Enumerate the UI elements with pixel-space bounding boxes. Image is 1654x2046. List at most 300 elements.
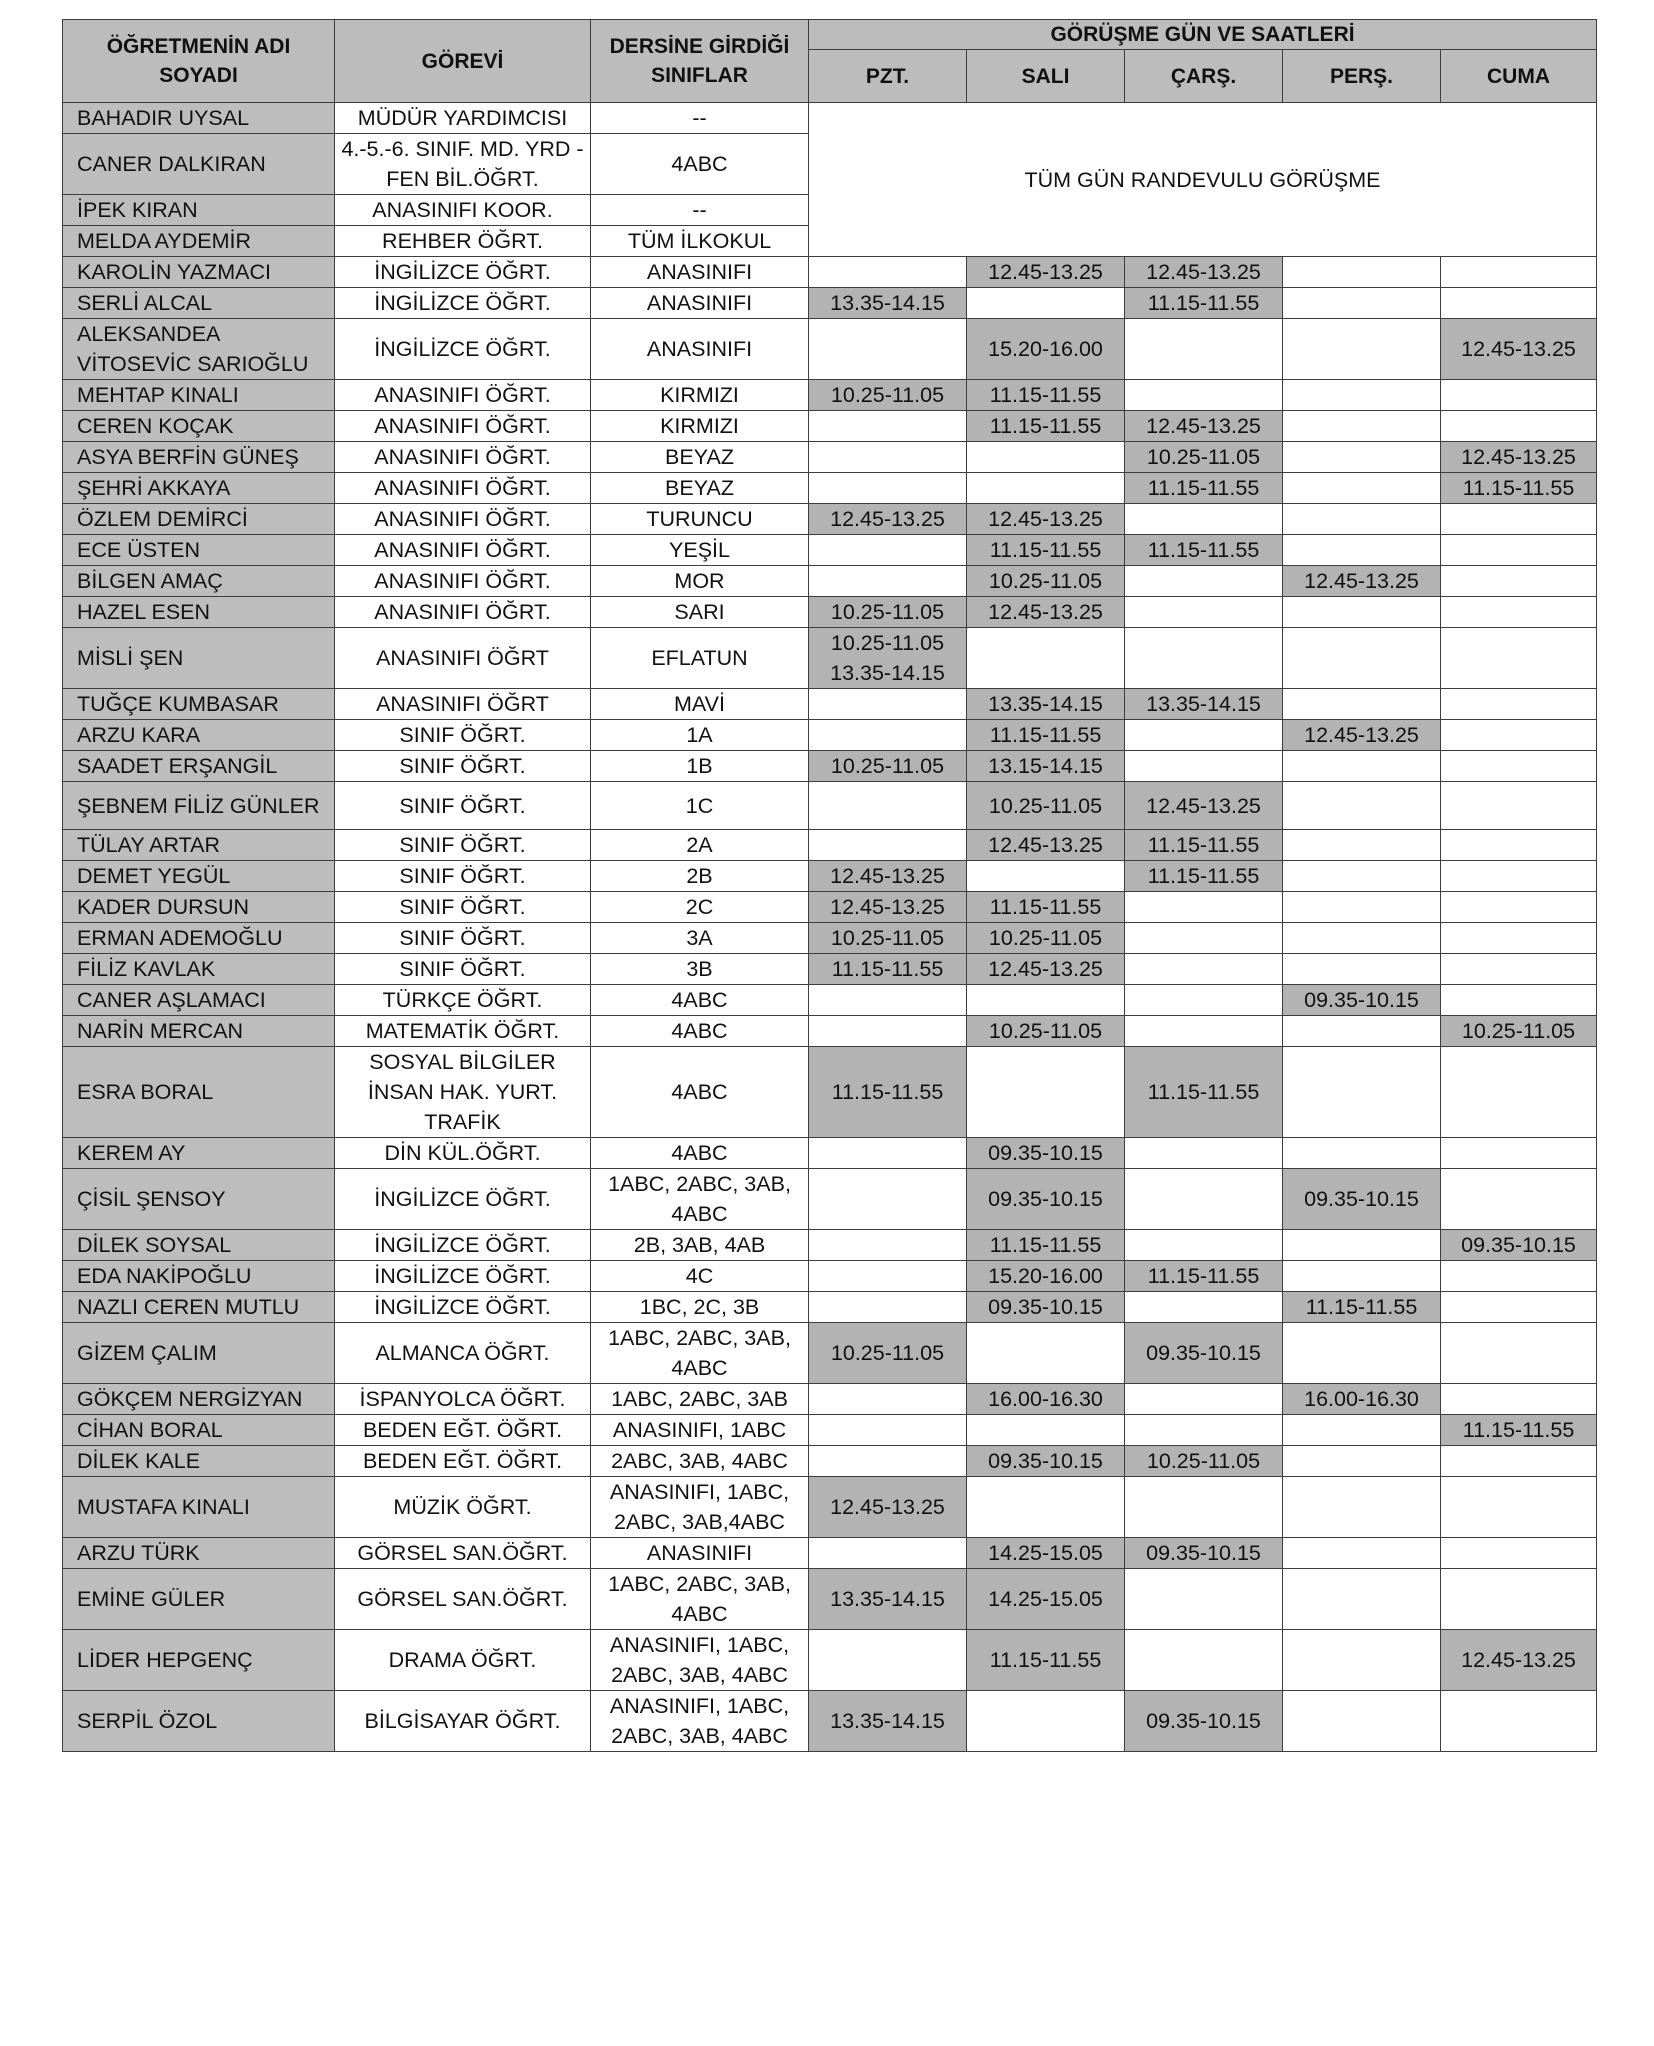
meeting-slot-wed: 09.35-10.15 bbox=[1125, 1538, 1283, 1569]
teacher-name-cell: DİLEK KALE bbox=[63, 1446, 335, 1477]
meeting-slot-thu bbox=[1283, 954, 1441, 985]
teacher-name-cell: ARZU KARA bbox=[63, 720, 335, 751]
classes-cell: ANASINIFI, 1ABC, 2ABC, 3AB, 4ABC bbox=[591, 1691, 809, 1752]
table-row bbox=[63, 1415, 1597, 1446]
meeting-slot-fri: 09.35-10.15 bbox=[1441, 1230, 1597, 1261]
role-cell: BEDEN EĞT. ÖĞRT. bbox=[335, 1446, 591, 1477]
meeting-slot-wed bbox=[1125, 1292, 1283, 1323]
meeting-slot-fri bbox=[1441, 566, 1597, 597]
meeting-slot-fri bbox=[1441, 782, 1597, 830]
header-classes: DERSİNE GİRDİĞİ SINIFLAR bbox=[591, 20, 809, 103]
meeting-slot-fri bbox=[1441, 985, 1597, 1016]
role-cell: ANASINIFI ÖĞRT. bbox=[335, 411, 591, 442]
classes-cell: TÜM İLKOKUL bbox=[591, 226, 809, 257]
teacher-name-cell: ESRA BORAL bbox=[63, 1047, 335, 1138]
meeting-slot-tue: 12.45-13.25 bbox=[967, 504, 1125, 535]
teacher-name-cell: CEREN KOÇAK bbox=[63, 411, 335, 442]
meeting-slot-tue bbox=[967, 1415, 1125, 1446]
meeting-slot-fri bbox=[1441, 288, 1597, 319]
teacher-name-cell: MELDA AYDEMİR bbox=[63, 226, 335, 257]
classes-cell: KIRMIZI bbox=[591, 380, 809, 411]
meeting-slot-fri bbox=[1441, 1691, 1597, 1752]
meeting-slot-wed bbox=[1125, 1415, 1283, 1446]
teacher-name-cell: HAZEL ESEN bbox=[63, 597, 335, 628]
meeting-slot-thu bbox=[1283, 319, 1441, 380]
table-row bbox=[63, 380, 1597, 411]
teacher-name-cell: EDA NAKİPOĞLU bbox=[63, 1261, 335, 1292]
meeting-slot-tue: 12.45-13.25 bbox=[967, 257, 1125, 288]
meeting-slot-tue bbox=[967, 1691, 1125, 1752]
role-cell: SINIF ÖĞRT. bbox=[335, 923, 591, 954]
meeting-slot-thu bbox=[1283, 257, 1441, 288]
meeting-slot-fri bbox=[1441, 1292, 1597, 1323]
role-cell: İNGİLİZCE ÖĞRT. bbox=[335, 319, 591, 380]
teacher-name-cell: ERMAN ADEMOĞLU bbox=[63, 923, 335, 954]
table-row bbox=[63, 923, 1597, 954]
meeting-slot-thu bbox=[1283, 830, 1441, 861]
role-cell: SINIF ÖĞRT. bbox=[335, 892, 591, 923]
role-cell: MÜDÜR YARDIMCISI bbox=[335, 103, 591, 134]
teacher-name-cell: ÇİSİL ŞENSOY bbox=[63, 1169, 335, 1230]
meeting-slot-tue: 11.15-11.55 bbox=[967, 535, 1125, 566]
meeting-slot-tue: 12.45-13.25 bbox=[967, 597, 1125, 628]
meeting-slot-wed bbox=[1125, 1630, 1283, 1691]
table-row bbox=[63, 1261, 1597, 1292]
meeting-slot-mon bbox=[809, 720, 967, 751]
meeting-slot-mon: 10.25-11.05 bbox=[809, 923, 967, 954]
meeting-slot-wed: 10.25-11.05 bbox=[1125, 1446, 1283, 1477]
classes-cell: ANASINIFI bbox=[591, 288, 809, 319]
table-row bbox=[63, 689, 1597, 720]
meeting-slot-thu bbox=[1283, 892, 1441, 923]
meeting-slot-tue: 10.25-11.05 bbox=[967, 923, 1125, 954]
role-cell: ANASINIFI ÖĞRT bbox=[335, 689, 591, 720]
classes-cell: EFLATUN bbox=[591, 628, 809, 689]
role-cell: DRAMA ÖĞRT. bbox=[335, 1630, 591, 1691]
header-day-wed: ÇARŞ. bbox=[1125, 50, 1283, 103]
meeting-slot-thu bbox=[1283, 923, 1441, 954]
meeting-slot-thu bbox=[1283, 597, 1441, 628]
meeting-slot-mon bbox=[809, 1446, 967, 1477]
meeting-slot-wed bbox=[1125, 628, 1283, 689]
meeting-slot-wed: 11.15-11.55 bbox=[1125, 1047, 1283, 1138]
classes-cell: 1ABC, 2ABC, 3AB, 4ABC bbox=[591, 1169, 809, 1230]
role-cell: SOSYAL BİLGİLER İNSAN HAK. YURT. TRAFİK bbox=[335, 1047, 591, 1138]
teacher-name-cell: GÖKÇEM NERGİZYAN bbox=[63, 1384, 335, 1415]
role-cell: İSPANYOLCA ÖĞRT. bbox=[335, 1384, 591, 1415]
table-row bbox=[63, 103, 1597, 134]
classes-cell: 4ABC bbox=[591, 134, 809, 195]
role-cell: ANASINIFI ÖĞRT. bbox=[335, 504, 591, 535]
role-cell: 4.-5.-6. SINIF. MD. YRD -FEN BİL.ÖĞRT. bbox=[335, 134, 591, 195]
meeting-slot-tue bbox=[967, 1323, 1125, 1384]
header-day-tue: SALI bbox=[967, 50, 1125, 103]
meeting-slot-tue: 12.45-13.25 bbox=[967, 954, 1125, 985]
meeting-slot-thu: 11.15-11.55 bbox=[1283, 1292, 1441, 1323]
classes-cell: 1B bbox=[591, 751, 809, 782]
teacher-name-cell: KEREM AY bbox=[63, 1138, 335, 1169]
meeting-slot-tue: 10.25-11.05 bbox=[967, 566, 1125, 597]
teacher-name-cell: MUSTAFA KINALI bbox=[63, 1477, 335, 1538]
teacher-name-cell: İPEK KIRAN bbox=[63, 195, 335, 226]
meeting-slot-mon: 10.25-11.05 13.35-14.15 bbox=[809, 628, 967, 689]
meeting-slot-thu bbox=[1283, 380, 1441, 411]
table-row bbox=[63, 566, 1597, 597]
meeting-slot-tue: 13.35-14.15 bbox=[967, 689, 1125, 720]
meeting-slot-wed bbox=[1125, 751, 1283, 782]
meeting-slot-mon bbox=[809, 442, 967, 473]
meeting-slot-tue: 14.25-15.05 bbox=[967, 1538, 1125, 1569]
meeting-slot-fri bbox=[1441, 535, 1597, 566]
meeting-slot-thu bbox=[1283, 1538, 1441, 1569]
meeting-slot-wed bbox=[1125, 566, 1283, 597]
meeting-slot-mon: 13.35-14.15 bbox=[809, 288, 967, 319]
meeting-slot-tue bbox=[967, 1477, 1125, 1538]
teacher-name-cell: ŞEHRİ AKKAYA bbox=[63, 473, 335, 504]
meeting-slot-mon bbox=[809, 1292, 967, 1323]
teacher-name-cell: TUĞÇE KUMBASAR bbox=[63, 689, 335, 720]
table-row bbox=[63, 411, 1597, 442]
meeting-slot-fri bbox=[1441, 597, 1597, 628]
teacher-name-cell: EMİNE GÜLER bbox=[63, 1569, 335, 1630]
meeting-slot-fri bbox=[1441, 1138, 1597, 1169]
meeting-slot-tue: 11.15-11.55 bbox=[967, 720, 1125, 751]
meeting-slot-wed: 11.15-11.55 bbox=[1125, 830, 1283, 861]
classes-cell: 2ABC, 3AB, 4ABC bbox=[591, 1446, 809, 1477]
classes-cell: 2C bbox=[591, 892, 809, 923]
teacher-name-cell: SAADET ERŞANGİL bbox=[63, 751, 335, 782]
meeting-slot-wed bbox=[1125, 597, 1283, 628]
meeting-slot-wed: 12.45-13.25 bbox=[1125, 257, 1283, 288]
meeting-slot-wed: 11.15-11.55 bbox=[1125, 535, 1283, 566]
meeting-slot-tue: 09.35-10.15 bbox=[967, 1138, 1125, 1169]
meeting-slot-wed bbox=[1125, 923, 1283, 954]
classes-cell: 4ABC bbox=[591, 985, 809, 1016]
classes-cell: ANASINIFI bbox=[591, 1538, 809, 1569]
role-cell: ANASINIFI ÖĞRT. bbox=[335, 473, 591, 504]
meeting-slot-thu: 12.45-13.25 bbox=[1283, 720, 1441, 751]
meeting-slot-fri: 12.45-13.25 bbox=[1441, 1630, 1597, 1691]
meeting-slot-mon bbox=[809, 257, 967, 288]
table-row bbox=[63, 257, 1597, 288]
teacher-name-cell: ASYA BERFİN GÜNEŞ bbox=[63, 442, 335, 473]
classes-cell: ANASINIFI, 1ABC bbox=[591, 1415, 809, 1446]
meeting-slot-wed bbox=[1125, 1230, 1283, 1261]
role-cell: SINIF ÖĞRT. bbox=[335, 861, 591, 892]
classes-cell: ANASINIFI bbox=[591, 319, 809, 380]
meeting-slot-tue: 13.15-14.15 bbox=[967, 751, 1125, 782]
meeting-slot-wed: 10.25-11.05 bbox=[1125, 442, 1283, 473]
table-row bbox=[63, 1538, 1597, 1569]
classes-cell: ANASINIFI, 1ABC, 2ABC, 3AB,4ABC bbox=[591, 1477, 809, 1538]
meeting-slot-wed: 11.15-11.55 bbox=[1125, 861, 1283, 892]
role-cell: ANASINIFI ÖĞRT. bbox=[335, 442, 591, 473]
meeting-slot-fri: 12.45-13.25 bbox=[1441, 319, 1597, 380]
meeting-slot-mon bbox=[809, 1415, 967, 1446]
meeting-slot-fri bbox=[1441, 257, 1597, 288]
meeting-slot-mon: 10.25-11.05 bbox=[809, 1323, 967, 1384]
role-cell: ANASINIFI ÖĞRT. bbox=[335, 597, 591, 628]
teacher-name-cell: SERLİ ALCAL bbox=[63, 288, 335, 319]
meeting-slot-fri bbox=[1441, 689, 1597, 720]
meeting-slot-thu: 09.35-10.15 bbox=[1283, 985, 1441, 1016]
meeting-slot-mon: 12.45-13.25 bbox=[809, 861, 967, 892]
teacher-name-cell: CANER DALKIRAN bbox=[63, 134, 335, 195]
meeting-slot-thu bbox=[1283, 1691, 1441, 1752]
meeting-slot-fri bbox=[1441, 1169, 1597, 1230]
meeting-slot-thu: 09.35-10.15 bbox=[1283, 1169, 1441, 1230]
meeting-slot-mon: 13.35-14.15 bbox=[809, 1691, 967, 1752]
meeting-slot-tue: 11.15-11.55 bbox=[967, 1630, 1125, 1691]
meeting-slot-wed bbox=[1125, 1569, 1283, 1630]
table-row bbox=[63, 1323, 1597, 1384]
table-body bbox=[63, 103, 1597, 1752]
meeting-slot-thu bbox=[1283, 288, 1441, 319]
table-row bbox=[63, 319, 1597, 380]
meeting-slot-thu bbox=[1283, 535, 1441, 566]
meeting-slot-wed: 13.35-14.15 bbox=[1125, 689, 1283, 720]
role-cell: ANASINIFI KOOR. bbox=[335, 195, 591, 226]
teacher-name-cell: ALEKSANDEA VİTOSEVİC SARIOĞLU bbox=[63, 319, 335, 380]
classes-cell: 4C bbox=[591, 1261, 809, 1292]
classes-cell: 1BC, 2C, 3B bbox=[591, 1292, 809, 1323]
meeting-slot-wed: 11.15-11.55 bbox=[1125, 288, 1283, 319]
meeting-slot-fri bbox=[1441, 380, 1597, 411]
meeting-slot-tue: 16.00-16.30 bbox=[967, 1384, 1125, 1415]
meeting-slot-wed: 11.15-11.55 bbox=[1125, 473, 1283, 504]
meeting-slot-wed: 11.15-11.55 bbox=[1125, 1261, 1283, 1292]
meeting-slot-thu bbox=[1283, 1323, 1441, 1384]
table-row bbox=[63, 1630, 1597, 1691]
classes-cell: YEŞİL bbox=[591, 535, 809, 566]
teacher-name-cell: MEHTAP KINALI bbox=[63, 380, 335, 411]
classes-cell: TURUNCU bbox=[591, 504, 809, 535]
table-row bbox=[63, 442, 1597, 473]
teacher-name-cell: TÜLAY ARTAR bbox=[63, 830, 335, 861]
table-row bbox=[63, 288, 1597, 319]
role-cell: GÖRSEL SAN.ÖĞRT. bbox=[335, 1538, 591, 1569]
header-day-thu: PERŞ. bbox=[1283, 50, 1441, 103]
meeting-slot-thu bbox=[1283, 1016, 1441, 1047]
role-cell: MATEMATİK ÖĞRT. bbox=[335, 1016, 591, 1047]
meeting-slot-thu: 16.00-16.30 bbox=[1283, 1384, 1441, 1415]
meeting-slot-mon bbox=[809, 411, 967, 442]
meeting-slot-thu bbox=[1283, 1630, 1441, 1691]
classes-cell: 1C bbox=[591, 782, 809, 830]
meeting-slot-wed bbox=[1125, 1016, 1283, 1047]
table-row bbox=[63, 597, 1597, 628]
meeting-slot-mon: 11.15-11.55 bbox=[809, 954, 967, 985]
classes-cell: 4ABC bbox=[591, 1047, 809, 1138]
classes-cell: 3A bbox=[591, 923, 809, 954]
meeting-slot-mon: 10.25-11.05 bbox=[809, 751, 967, 782]
classes-cell: -- bbox=[591, 195, 809, 226]
meeting-slot-wed bbox=[1125, 985, 1283, 1016]
meeting-slot-fri bbox=[1441, 892, 1597, 923]
table-row bbox=[63, 954, 1597, 985]
role-cell: ANASINIFI ÖĞRT. bbox=[335, 566, 591, 597]
meeting-slot-wed bbox=[1125, 1138, 1283, 1169]
table-row bbox=[63, 1384, 1597, 1415]
meeting-slot-thu bbox=[1283, 782, 1441, 830]
meeting-slot-wed bbox=[1125, 1477, 1283, 1538]
teacher-name-cell: ŞEBNEM FİLİZ GÜNLER bbox=[63, 782, 335, 830]
teacher-name-cell: ARZU TÜRK bbox=[63, 1538, 335, 1569]
meeting-slot-thu bbox=[1283, 1047, 1441, 1138]
role-cell: TÜRKÇE ÖĞRT. bbox=[335, 985, 591, 1016]
meeting-slot-wed: 12.45-13.25 bbox=[1125, 411, 1283, 442]
role-cell: SINIF ÖĞRT. bbox=[335, 782, 591, 830]
meeting-slot-fri bbox=[1441, 1538, 1597, 1569]
meeting-slot-fri bbox=[1441, 628, 1597, 689]
meeting-slot-fri bbox=[1441, 504, 1597, 535]
meeting-slot-fri: 11.15-11.55 bbox=[1441, 473, 1597, 504]
meeting-slot-tue bbox=[967, 288, 1125, 319]
role-cell: ALMANCA ÖĞRT. bbox=[335, 1323, 591, 1384]
header-teacher-name: ÖĞRETMENİN ADI SOYADI bbox=[63, 20, 335, 103]
meeting-slot-mon bbox=[809, 1138, 967, 1169]
classes-cell: 2B bbox=[591, 861, 809, 892]
meeting-slot-mon bbox=[809, 1261, 967, 1292]
role-cell: ANASINIFI ÖĞRT bbox=[335, 628, 591, 689]
role-cell: İNGİLİZCE ÖĞRT. bbox=[335, 1261, 591, 1292]
table-row bbox=[63, 861, 1597, 892]
role-cell: İNGİLİZCE ÖĞRT. bbox=[335, 1169, 591, 1230]
meeting-slot-mon bbox=[809, 566, 967, 597]
role-cell: SINIF ÖĞRT. bbox=[335, 830, 591, 861]
meeting-slot-thu bbox=[1283, 411, 1441, 442]
meeting-slot-mon: 12.45-13.25 bbox=[809, 504, 967, 535]
meeting-slot-thu: 12.45-13.25 bbox=[1283, 566, 1441, 597]
meeting-slot-mon bbox=[809, 473, 967, 504]
classes-cell: MOR bbox=[591, 566, 809, 597]
meeting-slot-mon bbox=[809, 782, 967, 830]
role-cell: DİN KÜL.ÖĞRT. bbox=[335, 1138, 591, 1169]
meeting-slot-mon bbox=[809, 1016, 967, 1047]
meeting-slot-wed: 12.45-13.25 bbox=[1125, 782, 1283, 830]
meeting-slot-thu bbox=[1283, 689, 1441, 720]
meeting-slot-fri bbox=[1441, 1047, 1597, 1138]
role-cell: SINIF ÖĞRT. bbox=[335, 720, 591, 751]
classes-cell: ANASINIFI bbox=[591, 257, 809, 288]
meeting-slot-tue: 09.35-10.15 bbox=[967, 1292, 1125, 1323]
meeting-slot-thu bbox=[1283, 504, 1441, 535]
meeting-slot-wed bbox=[1125, 954, 1283, 985]
classes-cell: -- bbox=[591, 103, 809, 134]
classes-cell: BEYAZ bbox=[591, 442, 809, 473]
meeting-slot-fri bbox=[1441, 1323, 1597, 1384]
meeting-slot-fri bbox=[1441, 954, 1597, 985]
table-header bbox=[63, 20, 1597, 103]
teacher-name-cell: SERPİL ÖZOL bbox=[63, 1691, 335, 1752]
meeting-slot-tue bbox=[967, 442, 1125, 473]
meeting-slot-thu bbox=[1283, 1415, 1441, 1446]
meeting-slot-fri bbox=[1441, 411, 1597, 442]
role-cell: SINIF ÖĞRT. bbox=[335, 954, 591, 985]
meeting-slot-thu bbox=[1283, 1477, 1441, 1538]
meeting-slot-tue: 10.25-11.05 bbox=[967, 782, 1125, 830]
meeting-slot-tue: 11.15-11.55 bbox=[967, 892, 1125, 923]
meeting-slot-tue: 11.15-11.55 bbox=[967, 380, 1125, 411]
meeting-slot-mon bbox=[809, 1169, 967, 1230]
meeting-slot-mon bbox=[809, 1230, 967, 1261]
classes-cell: 2A bbox=[591, 830, 809, 861]
role-cell: İNGİLİZCE ÖĞRT. bbox=[335, 1230, 591, 1261]
teacher-name-cell: ÖZLEM DEMİRCİ bbox=[63, 504, 335, 535]
meeting-slot-fri bbox=[1441, 830, 1597, 861]
classes-cell: 1ABC, 2ABC, 3AB, 4ABC bbox=[591, 1569, 809, 1630]
meeting-slot-mon bbox=[809, 1384, 967, 1415]
classes-cell: BEYAZ bbox=[591, 473, 809, 504]
teacher-name-cell: MİSLİ ŞEN bbox=[63, 628, 335, 689]
meeting-slot-mon bbox=[809, 1538, 967, 1569]
table-row bbox=[63, 1569, 1597, 1630]
classes-cell: 1ABC, 2ABC, 3AB, 4ABC bbox=[591, 1323, 809, 1384]
teacher-name-cell: KADER DURSUN bbox=[63, 892, 335, 923]
meeting-slot-fri bbox=[1441, 923, 1597, 954]
classes-cell: SARI bbox=[591, 597, 809, 628]
classes-cell: 3B bbox=[591, 954, 809, 985]
meeting-slot-tue: 11.15-11.55 bbox=[967, 411, 1125, 442]
meeting-slot-thu bbox=[1283, 1446, 1441, 1477]
meeting-slot-mon: 12.45-13.25 bbox=[809, 892, 967, 923]
table-row bbox=[63, 892, 1597, 923]
meeting-slot-thu bbox=[1283, 861, 1441, 892]
meeting-slot-fri bbox=[1441, 1261, 1597, 1292]
teacher-name-cell: KAROLİN YAZMACI bbox=[63, 257, 335, 288]
meeting-slot-tue: 15.20-16.00 bbox=[967, 319, 1125, 380]
meeting-slot-fri bbox=[1441, 861, 1597, 892]
meeting-slot-mon: 10.25-11.05 bbox=[809, 597, 967, 628]
meeting-slot-fri: 11.15-11.55 bbox=[1441, 1415, 1597, 1446]
table-row bbox=[63, 985, 1597, 1016]
table-row bbox=[63, 1047, 1597, 1138]
meeting-slot-mon: 12.45-13.25 bbox=[809, 1477, 967, 1538]
meeting-slot-thu bbox=[1283, 751, 1441, 782]
meeting-slot-tue: 15.20-16.00 bbox=[967, 1261, 1125, 1292]
meeting-slot-tue: 09.35-10.15 bbox=[967, 1446, 1125, 1477]
meeting-slot-thu bbox=[1283, 473, 1441, 504]
table-row bbox=[63, 1477, 1597, 1538]
meeting-slot-wed bbox=[1125, 504, 1283, 535]
meeting-slot-fri bbox=[1441, 1477, 1597, 1538]
meeting-slot-thu bbox=[1283, 1261, 1441, 1292]
meeting-slot-tue: 10.25-11.05 bbox=[967, 1016, 1125, 1047]
meeting-slot-wed bbox=[1125, 1384, 1283, 1415]
meeting-slot-tue bbox=[967, 1047, 1125, 1138]
meeting-slot-mon bbox=[809, 319, 967, 380]
meeting-slot-tue bbox=[967, 628, 1125, 689]
teacher-name-cell: DİLEK SOYSAL bbox=[63, 1230, 335, 1261]
table-row bbox=[63, 1138, 1597, 1169]
classes-cell: 2B, 3AB, 4AB bbox=[591, 1230, 809, 1261]
role-cell: İNGİLİZCE ÖĞRT. bbox=[335, 288, 591, 319]
header-meeting-times: GÖRÜŞME GÜN VE SAATLERİ bbox=[809, 20, 1597, 50]
teacher-name-cell: BAHADIR UYSAL bbox=[63, 103, 335, 134]
classes-cell: 4ABC bbox=[591, 1138, 809, 1169]
meeting-slot-wed bbox=[1125, 380, 1283, 411]
teacher-name-cell: NAZLI CEREN MUTLU bbox=[63, 1292, 335, 1323]
teacher-name-cell: GİZEM ÇALIM bbox=[63, 1323, 335, 1384]
role-cell: ANASINIFI ÖĞRT. bbox=[335, 380, 591, 411]
teacher-name-cell: FİLİZ KAVLAK bbox=[63, 954, 335, 985]
table-row bbox=[63, 751, 1597, 782]
meeting-slot-fri bbox=[1441, 751, 1597, 782]
meeting-slot-thu bbox=[1283, 628, 1441, 689]
meeting-slot-thu bbox=[1283, 1138, 1441, 1169]
table-row bbox=[63, 1292, 1597, 1323]
meeting-slot-fri bbox=[1441, 1384, 1597, 1415]
